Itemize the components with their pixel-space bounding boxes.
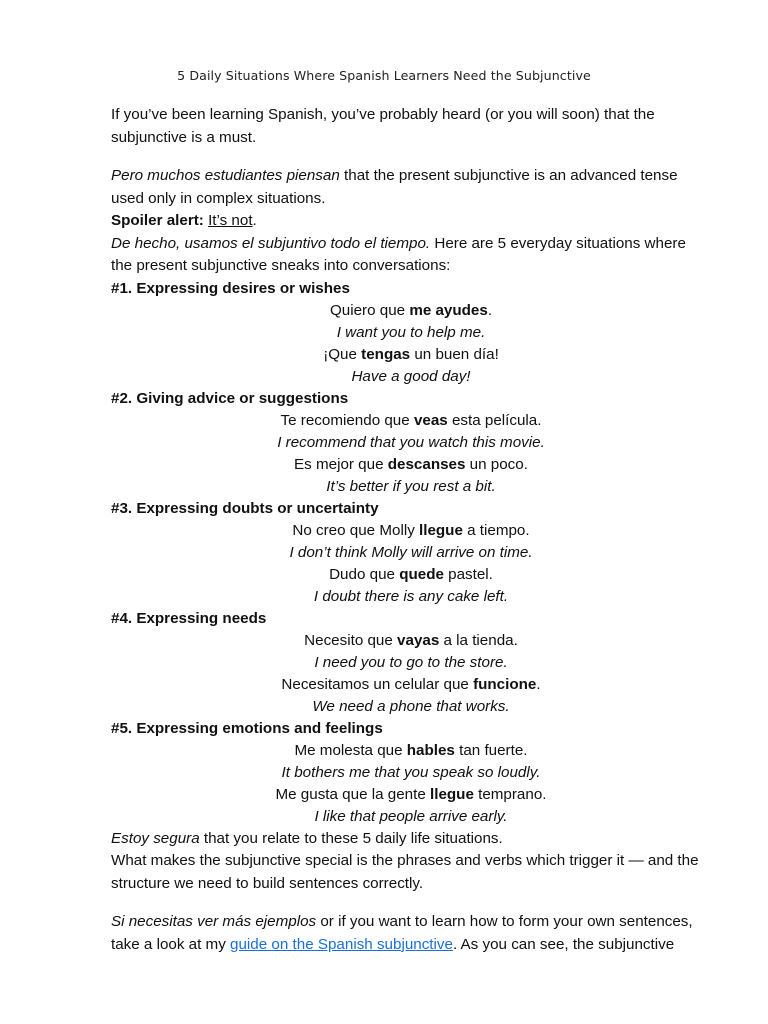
paragraph-text: or if you want to learn how to form your own sentences, take a look at my bbox=[111, 913, 693, 953]
section-heading: #3. Expressing doubts or uncertainty bbox=[111, 499, 379, 517]
example-spanish: Me gusta que la gente llegue temprano. bbox=[275, 785, 547, 803]
document-title: 5 Daily Situations Where Spanish Learners Need the Subjunctive bbox=[177, 68, 591, 83]
spanish-phrase: Si necesitas ver más ejemplos bbox=[111, 913, 317, 930]
paragraph-gap bbox=[111, 895, 711, 911]
example-translation: I doubt there is any cake left. bbox=[313, 587, 509, 605]
paragraph-text: that the present subjunctive is an advanced tense used only in complex situations. bbox=[111, 167, 678, 207]
subjunctive-verb: tengas bbox=[361, 345, 411, 363]
section-heading: #5. Expressing emotions and feelings bbox=[111, 719, 383, 737]
paragraph-text: Here are 5 everyday situations where the present subjunctive sneaks into conversations: bbox=[111, 234, 686, 274]
example-spanish: ¡Que tengas un buen día! bbox=[323, 345, 499, 363]
spoiler-underlined: It’s not bbox=[208, 212, 253, 229]
example-spanish: No creo que Molly llegue a tiempo. bbox=[292, 521, 530, 539]
example-translation: It’s better if you rest a bit. bbox=[326, 477, 496, 495]
example-translation: I don’t think Molly will arrive on time. bbox=[289, 543, 533, 561]
example-spanish: Es mejor que descanses un poco. bbox=[294, 455, 528, 473]
example-translation: I need you to go to the store. bbox=[314, 653, 508, 671]
paragraph-misconception bbox=[111, 165, 711, 210]
example-spanish: Necesito que vayas a la tienda. bbox=[304, 631, 518, 649]
subjunctive-verb: me ayudes bbox=[409, 301, 488, 319]
example-spanish: Quiero que me ayudes. bbox=[329, 301, 493, 319]
subjunctive-verb: descanses bbox=[387, 455, 466, 473]
subjunctive-verb: llegue bbox=[419, 521, 463, 539]
spanish-phrase: Pero muchos estudiantes piensan bbox=[111, 167, 340, 184]
example-spanish: Necesitamos un celular que funcione. bbox=[281, 675, 541, 693]
example-translation: It bothers me that you speak so loudly. bbox=[281, 763, 541, 781]
section-heading: #2. Giving advice or suggestions bbox=[111, 389, 349, 407]
spoiler-line: Spoiler alert: It’s not. bbox=[111, 212, 257, 229]
section-heading: #1. Expressing desires or wishes bbox=[111, 279, 350, 297]
spanish-phrase: De hecho, usamos el subjuntivo todo el tiempo. bbox=[111, 234, 431, 252]
paragraph-gap bbox=[111, 149, 711, 165]
intro-paragraph: If you’ve been learning Spanish, you’ve probably heard (or you will soon) that the subjunctive is a must. bbox=[111, 106, 655, 146]
section-heading: #4. Expressing needs bbox=[111, 609, 267, 627]
spoiler-label: Spoiler alert: bbox=[111, 212, 204, 229]
example-translation: We need a phone that works. bbox=[312, 697, 510, 715]
example-translation: I recommend that you watch this movie. bbox=[277, 433, 545, 451]
paragraph-relate bbox=[111, 828, 711, 851]
example-spanish: Dudo que quede pastel. bbox=[329, 565, 493, 583]
subjunctive-verb: funcione bbox=[473, 675, 537, 693]
example-translation: I want you to help me. bbox=[336, 323, 486, 341]
paragraph-text: that you relate to these 5 daily life situations. bbox=[199, 829, 503, 847]
example-translation: I like that people arrive early. bbox=[314, 807, 508, 825]
sections-container bbox=[111, 278, 711, 828]
paragraph-everyday bbox=[111, 233, 711, 278]
subjunctive-verb: veas bbox=[413, 411, 448, 429]
guide-link[interactable]: guide on the Spanish subjunctive bbox=[230, 935, 453, 953]
example-spanish: Te recomiendo que veas esta película. bbox=[280, 411, 542, 429]
subjunctive-verb: hables bbox=[406, 741, 455, 759]
paragraph-more-examples bbox=[111, 911, 711, 956]
example-spanish: Me molesta que hables tan fuerte. bbox=[294, 741, 528, 759]
paragraph-text: . As you can see, the subjunctive bbox=[452, 935, 675, 953]
document-body bbox=[111, 104, 711, 956]
subjunctive-verb: vayas bbox=[397, 631, 440, 649]
spanish-phrase: Estoy segura bbox=[111, 829, 200, 847]
example-translation: Have a good day! bbox=[351, 367, 471, 385]
subjunctive-verb: quede bbox=[399, 565, 444, 583]
paragraph-special: What makes the subjunctive special is the phrases and verbs which trigger it — and the structure we need to build sentences correctly. bbox=[111, 852, 699, 892]
subjunctive-verb: llegue bbox=[430, 785, 474, 803]
